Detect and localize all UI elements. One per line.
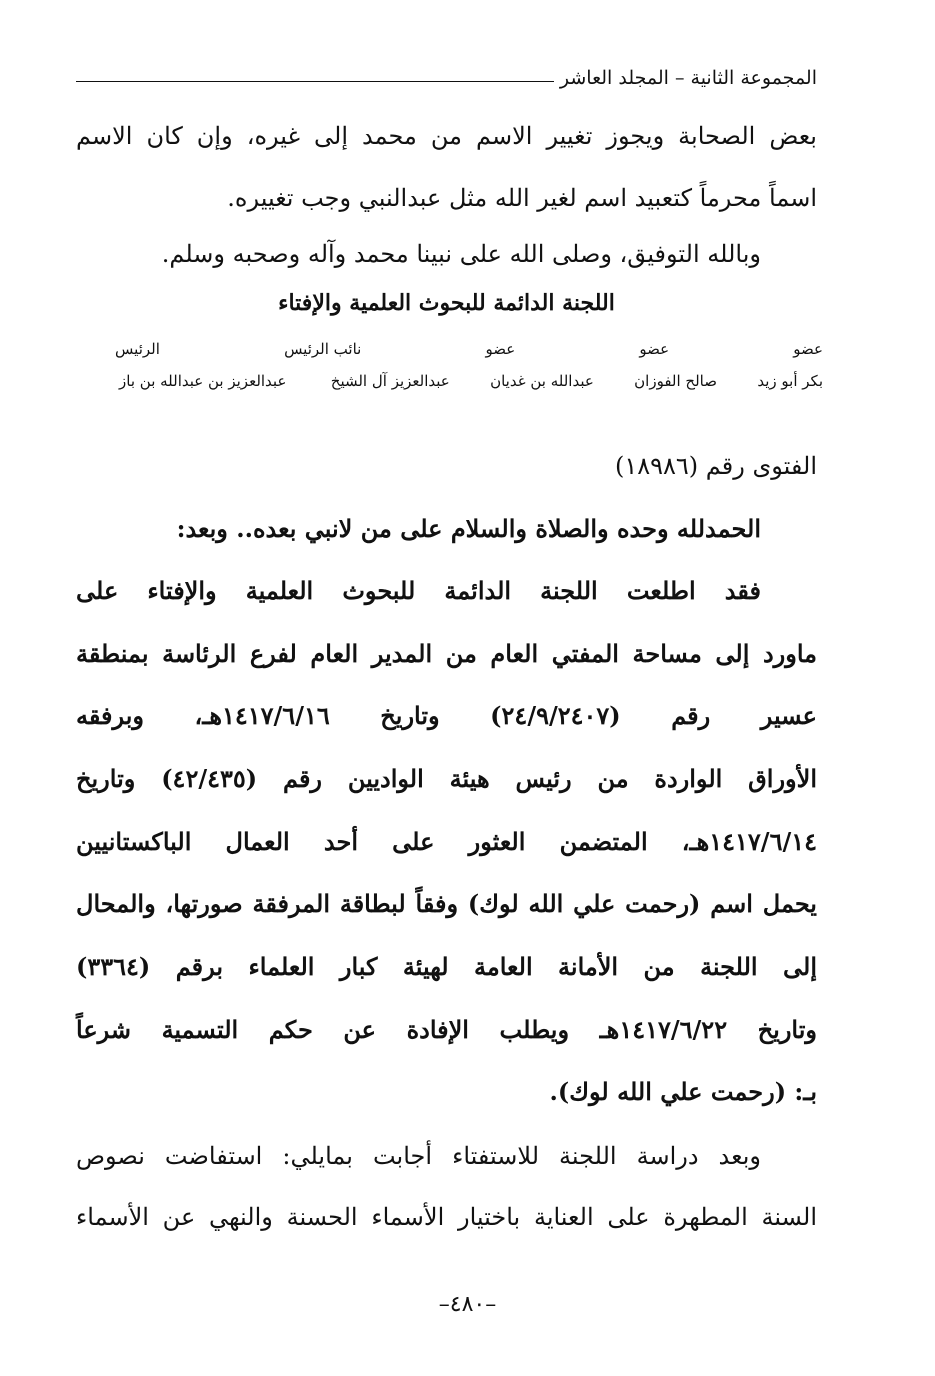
- paragraph-line: بعض الصحابة ويجوز تغيير الاسم من محمد إلى غيره، وإن كان الاسم: [76, 122, 817, 150]
- paragraph-line: اسماً محرماً كتعبيد اسم لغير الله مثل عبدالنبي وجب تغييره.: [227, 184, 817, 212]
- role-vice-president: نائب الرئيس: [284, 340, 362, 358]
- fatwa-opening: الحمدلله وحده والصلاة والسلام على من لانبي بعده.. وبعد:: [176, 514, 761, 543]
- role-member: عضو: [793, 340, 823, 358]
- header-title: المجموعة الثانية – المجلد العاشر: [559, 67, 817, 89]
- committee-title: اللجنة الدائمة للبحوث العلمية والإفتاء: [278, 290, 615, 316]
- role-president: الرئيس: [115, 340, 160, 358]
- fatwa-body-line: يحمل اسم (رحمت علي الله لوك) وفقاً لبطاقة المرفقة صورتها، والمحال: [76, 889, 817, 918]
- signatory-names: [115, 372, 823, 390]
- role-member: عضو: [485, 340, 516, 358]
- closing-line: وبالله التوفيق، وصلى الله على نبينا محمد وآله وصحبه وسلم.: [161, 240, 761, 268]
- signatory-name: عبدالعزيز بن عبدالله بن باز: [119, 372, 287, 390]
- fatwa-body-line: الأوراق الواردة من رئيس هيئة الواديين رقم (٤٢/٤٣٥) وتاريخ: [76, 764, 817, 793]
- fatwa-body-line: ١٤١٧/٦/١٤هـ، المتضمن العثور على أحد العمال الباكستانيين: [76, 827, 817, 856]
- signatory-name: عبدالله بن غديان: [490, 372, 594, 390]
- fatwa-body-line: عسير رقم (٢٤/٩/٢٤٠٧) وتاريخ ١٤١٧/٦/١٦هـ، وبرفقه: [76, 701, 817, 730]
- signatory-name: بكر أبو زيد: [757, 372, 823, 390]
- fatwa-body-line: وتاريخ ١٤١٧/٦/٢٢هـ ويطلب الإفادة عن حكم التسمية شرعاً: [76, 1015, 818, 1044]
- running-header: [76, 60, 817, 88]
- fatwa-body-line: إلى اللجنة من الأمانة العامة لهيئة كبار العلماء برقم (٣٣٦٤): [76, 952, 817, 981]
- role-member: عضو: [639, 340, 670, 358]
- page-number: –٤٨٠–: [438, 1292, 497, 1317]
- header-rule: [76, 81, 554, 82]
- signatory-name: عبدالعزيز آل الشيخ: [330, 372, 450, 390]
- signatory-roles: [115, 340, 823, 358]
- answer-line: السنة المطهرة على العناية باختيار الأسماء الحسنة والنهي عن الأسماء: [76, 1203, 817, 1231]
- fatwa-number: الفتوى رقم (١٨٩٨٦): [614, 452, 817, 480]
- fatwa-body-line: فقد اطلعت اللجنة الدائمة للبحوث العلمية والإفتاء على: [76, 576, 761, 605]
- fatwa-body-line: بـ: (رحمت علي الله لوك).: [549, 1077, 817, 1106]
- signatory-name: صالح الفوزان: [634, 372, 717, 390]
- fatwa-body-line: ماورد إلى مساحة المفتي العام من المدير العام لفرع الرئاسة بمنطقة: [76, 639, 817, 668]
- answer-line: وبعد دراسة اللجنة للاستفتاء أجابت بمايلي: استفاضت نصوص: [76, 1142, 761, 1170]
